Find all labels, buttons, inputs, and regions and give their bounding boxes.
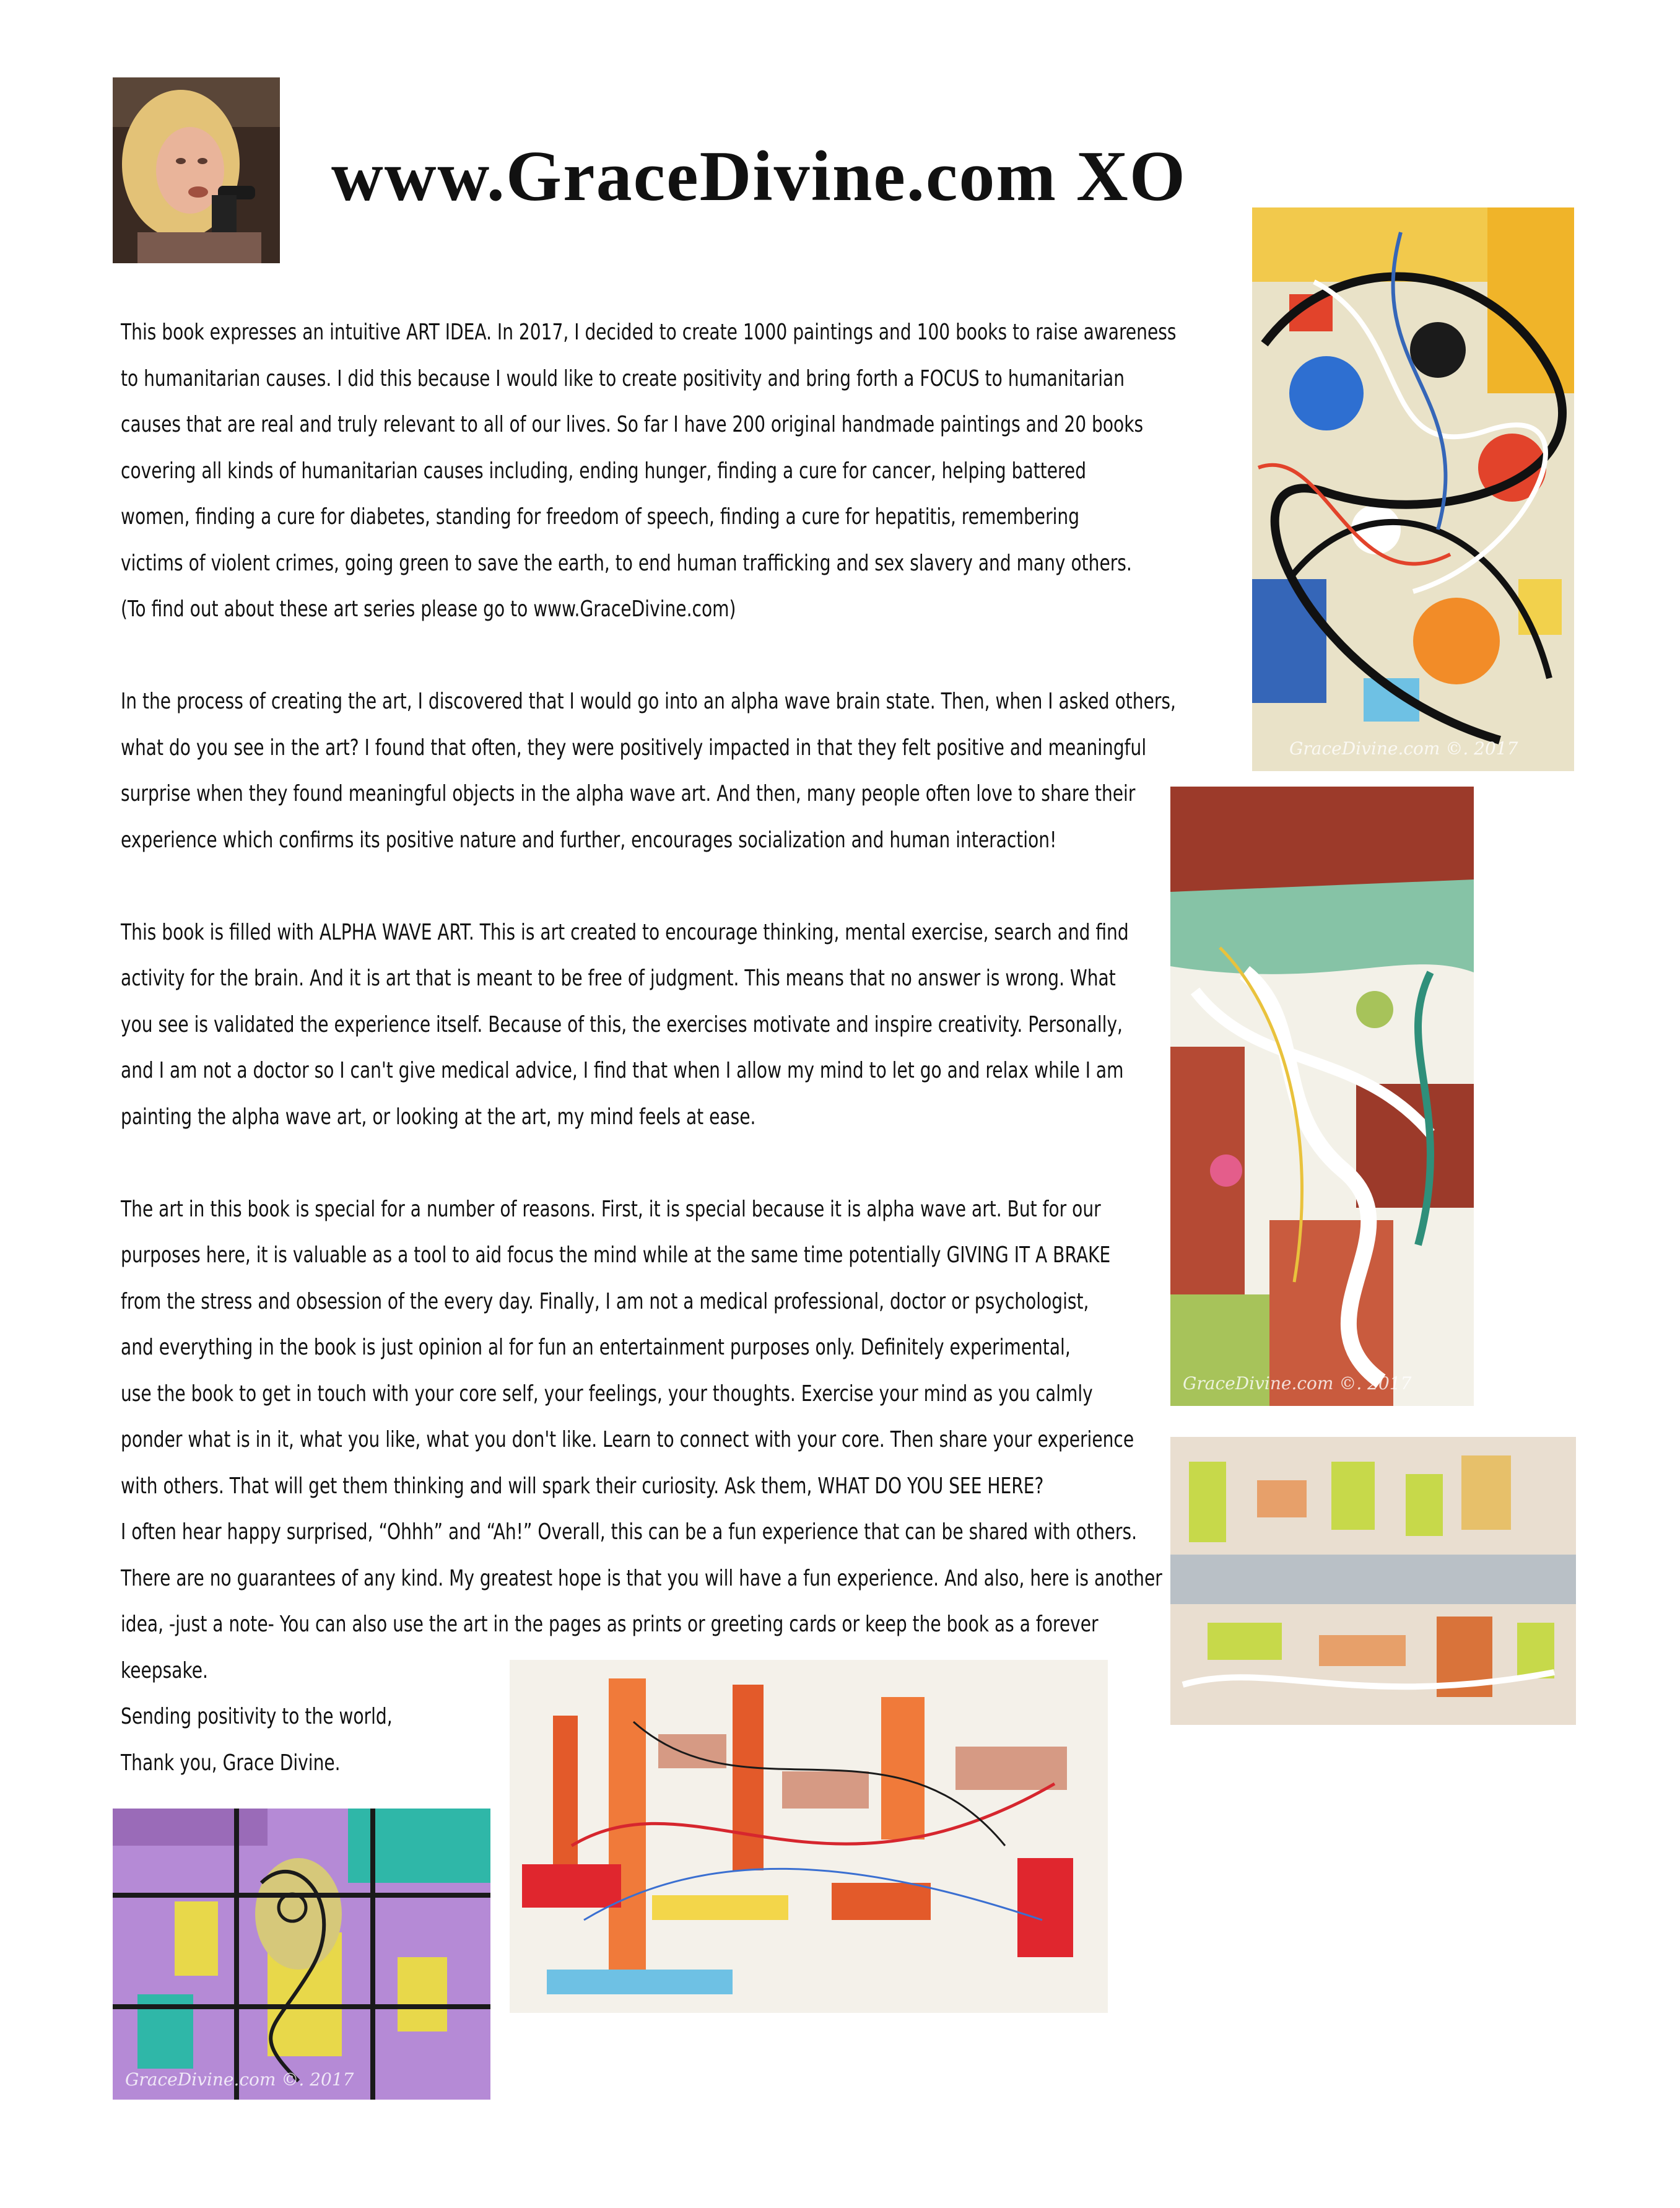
text-line: In the process of creating the art, I discovered that I would go into an alpha wave brain state. Then, when I asked others, xyxy=(121,689,1176,714)
text-line: with others. That will get them thinking and will spark their curiosity. Ask them, WHAT DO YOU SEE HERE? xyxy=(121,1473,1044,1499)
text-line: surprise when they found meaningful objects in the alpha wave art. And then, many people often love to share their xyxy=(121,781,1136,806)
text-line: keepsake. xyxy=(121,1657,208,1683)
painting-3 xyxy=(1170,1437,1576,1725)
text-line: victims of violent crimes, going green to save the earth, to end human trafficking and sex slavery and many others. xyxy=(121,550,1132,576)
text-line: and I am not a doctor so I can't give medical advice, I find that when I allow my mind to let go and relax while I am xyxy=(121,1058,1124,1083)
painting-2 xyxy=(1170,787,1474,1406)
painting-4 xyxy=(510,1660,1108,2013)
paragraph-gap xyxy=(121,1140,1193,1187)
text-line: experience which confirms its positive nature and further, encourages socialization and human interaction! xyxy=(121,827,1057,853)
text-line: Sending positivity to the world, xyxy=(121,1704,393,1729)
text-line: you see is validated the experience itself. Because of this, the exercises motivate and inspire creativity. Personally, xyxy=(121,1011,1123,1037)
text-line: to humanitarian causes. I did this because I would like to create positivity and bring forth a FOCUS to humanitarian xyxy=(121,365,1125,391)
text-line: painting the alpha wave art, or looking at the art, my mind feels at ease. xyxy=(121,1104,756,1130)
text-line: ponder what is in it, what you like, what you don't like. Learn to connect with your core. Then share your experience xyxy=(121,1427,1134,1452)
text-line: purposes here, it is valuable as a tool to aid focus the mind while at the same time potentially GIVING IT A BRAKE xyxy=(121,1242,1111,1268)
watermark: GraceDivine.com ©. 2017 xyxy=(125,2069,354,2090)
text-line: The art in this book is special for a number of reasons. First, it is special because it is alpha wave art. But for our xyxy=(121,1196,1101,1222)
painting-1 xyxy=(1252,207,1574,771)
text-line: from the stress and obsession of the every day. Finally, I am not a medical professional, doctor or psychologist, xyxy=(121,1288,1089,1314)
text-line: causes that are real and truly relevant to all of our lives. So far I have 200 original handmade paintings and 20 books xyxy=(121,412,1144,437)
painting-5 xyxy=(113,1809,490,2100)
page-title: www.GraceDivine.com XO xyxy=(331,137,1186,216)
text-line: and everything in the book is just opinion al for fun an entertainment purposes only. Definitely experimental, xyxy=(121,1335,1071,1360)
text-line: covering all kinds of humanitarian causes including, ending hunger, finding a cure for cancer, helping battered xyxy=(121,458,1087,484)
text-line: I often hear happy surprised, “Ohhh” and “Ah!” Overall, this can be a fun experience that can be shared with others. xyxy=(121,1519,1138,1545)
watermark: GraceDivine.com ©. 2017 xyxy=(1183,1373,1412,1394)
singer-portrait-icon xyxy=(113,77,280,263)
text-line: This book is filled with ALPHA WAVE ART. This is art created to encourage thinking, mental exercise, search and find xyxy=(121,919,1129,945)
text-line: use the book to get in touch with your core self, your feelings, your thoughts. Exercise your mind as you calmly xyxy=(121,1381,1093,1407)
paragraph-gap xyxy=(121,633,1193,679)
text-line: (To find out about these art series please go to www.GraceDivine.com) xyxy=(121,596,736,622)
article-body xyxy=(121,310,1193,1786)
text-line: women, finding a cure for diabetes, standing for freedom of speech, finding a cure for hepatitis, remembering xyxy=(121,504,1080,530)
text-line: This book expresses an intuitive ART IDEA. In 2017, I decided to create 1000 paintings and 100 books to raise awareness xyxy=(121,320,1177,345)
text-line: There are no guarantees of any kind. My greatest hope is that you will have a fun experience. And also, here is another xyxy=(121,1565,1162,1591)
text-line: Thank you, Grace Divine. xyxy=(121,1750,341,1776)
text-line: idea, -just a note- You can also use the art in the pages as prints or greeting cards or keep the book as a forever xyxy=(121,1612,1099,1637)
text-line: activity for the brain. And it is art that is meant to be free of judgment. This means that no answer is wrong. What xyxy=(121,966,1116,991)
paragraph-gap xyxy=(121,863,1193,910)
text-line: what do you see in the art? I found that often, they were positively impacted in that they felt positive and meaningful xyxy=(121,735,1147,761)
watermark: GraceDivine.com ©. 2017 xyxy=(1289,738,1518,759)
